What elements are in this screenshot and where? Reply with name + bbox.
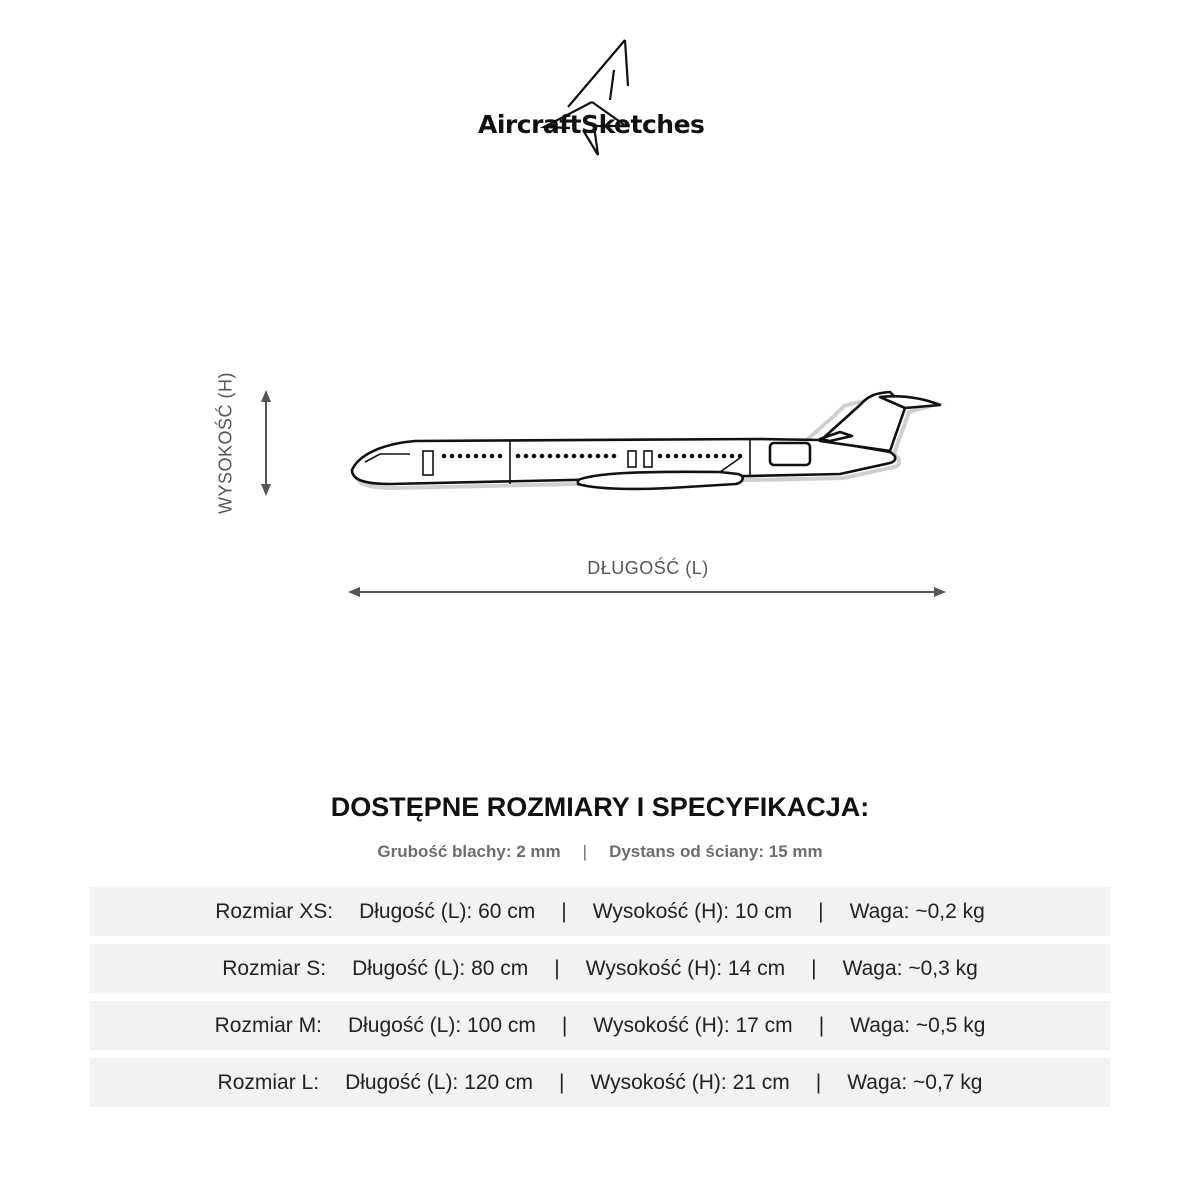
height-arrow-icon xyxy=(261,390,271,496)
row-separator: | xyxy=(561,899,567,923)
row-separator: | xyxy=(815,1070,822,1094)
size-row xyxy=(90,1001,1110,1050)
size-height: Wysokość (H): 17 cm xyxy=(593,1013,793,1037)
length-arrow-icon xyxy=(348,587,946,597)
dimension-diagram xyxy=(200,350,980,620)
size-weight: Waga: ~0,2 kg xyxy=(849,899,985,923)
size-weight: Waga: ~0,5 kg xyxy=(850,1013,986,1037)
spec-title: DOSTĘPNE ROZMIARY I SPECYFIKACJA: xyxy=(330,792,870,822)
size-row xyxy=(90,1058,1110,1107)
size-weight: Waga: ~0,3 kg xyxy=(842,956,978,980)
size-height: Wysokość (H): 10 cm xyxy=(592,899,793,923)
height-label: WYSOKOŚĆ (H) xyxy=(215,371,236,515)
size-height: Wysokość (H): 14 cm xyxy=(585,956,786,980)
size-row xyxy=(90,944,1110,993)
spec-subtitle xyxy=(0,842,1200,862)
row-separator: | xyxy=(558,1070,565,1094)
size-length: Długość (L): 60 cm xyxy=(359,899,536,923)
row-separator: | xyxy=(818,1013,825,1037)
size-weight: Waga: ~0,7 kg xyxy=(847,1070,983,1094)
brand-logo xyxy=(470,30,730,160)
size-length: Długość (L): 100 cm xyxy=(347,1013,536,1037)
size-length: Długość (L): 80 cm xyxy=(352,956,529,980)
size-height: Wysokość (H): 21 cm xyxy=(590,1070,790,1094)
size-name: Rozmiar S: xyxy=(222,956,327,980)
size-row xyxy=(90,887,1110,936)
aircraft-silhouette-icon xyxy=(352,392,940,489)
wall-distance: Dystans od ściany: 15 mm xyxy=(609,842,823,861)
brand-name: AircraftSketches xyxy=(478,110,705,139)
size-name: Rozmiar XS: xyxy=(215,899,334,923)
paper-plane-logo-icon xyxy=(470,30,730,160)
size-length: Długość (L): 120 cm xyxy=(345,1070,533,1094)
length-label: DŁUGOŚĆ (L) xyxy=(587,558,709,578)
size-name: Rozmiar L: xyxy=(217,1070,320,1094)
sheet-thickness: Grubość blachy: 2 mm xyxy=(377,842,561,861)
row-separator: | xyxy=(811,956,817,980)
size-name: Rozmiar M: xyxy=(214,1013,322,1037)
size-table xyxy=(90,887,1110,1115)
row-separator: | xyxy=(818,899,824,923)
row-separator: | xyxy=(561,1013,568,1037)
row-separator: | xyxy=(554,956,560,980)
spec-separator: | xyxy=(582,842,588,861)
